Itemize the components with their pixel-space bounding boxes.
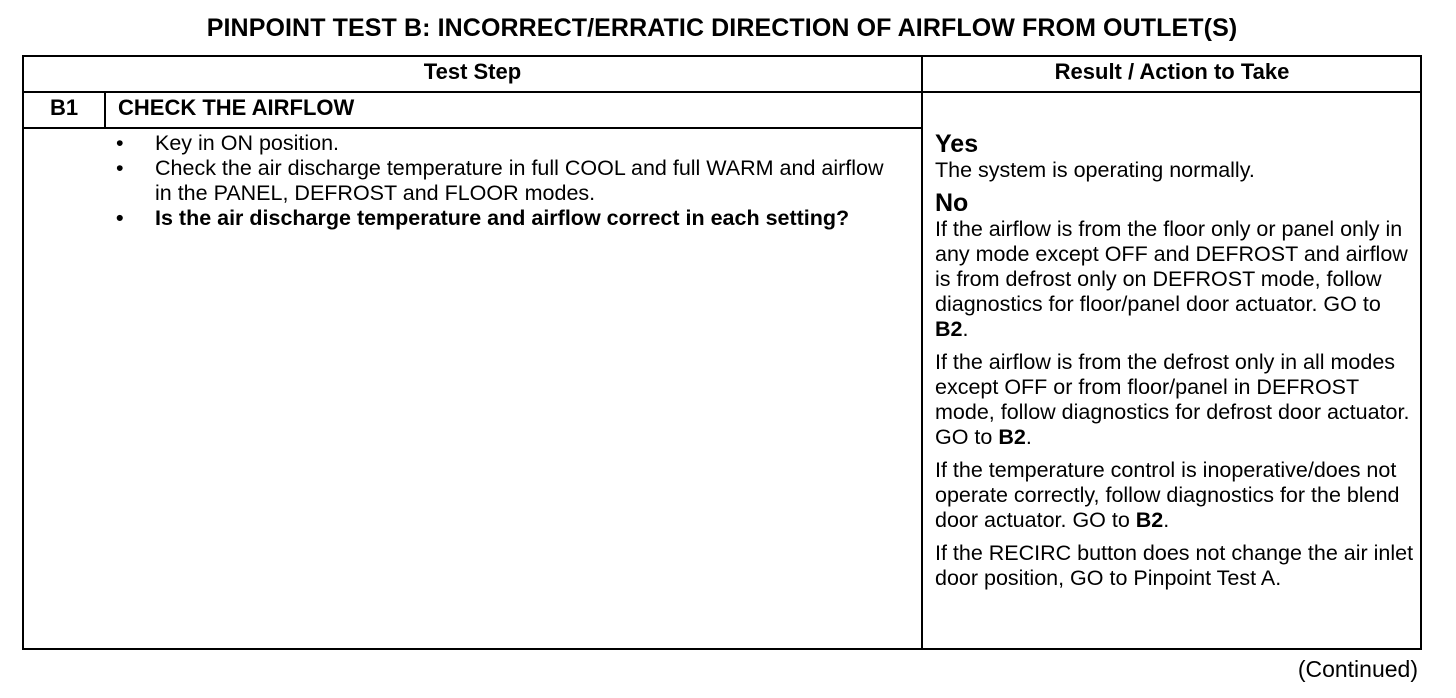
column-divider	[921, 56, 923, 649]
continued-note: (Continued)	[1297, 656, 1418, 682]
header-test-step: Test Step	[423, 59, 522, 84]
bullet-icon: •	[116, 156, 124, 180]
bullet-icon: •	[116, 206, 124, 230]
step-question: • Is the air discharge temperature and airflow correct in each setting?	[116, 206, 850, 230]
no-action-floor-panel: If the airflow is from the floor only or panel only in any mode except OFF and DEFROST and airflow is from defrost only on DEFROST mode, follow diagnostics for floor/panel door actuator. GO to B2.	[935, 217, 1408, 341]
no-label: No	[935, 189, 969, 217]
step-title: CHECK THE AIRFLOW	[118, 95, 355, 120]
step-bullet: • Key in ON position.	[116, 131, 340, 155]
no-action-defrost: If the airflow is from the defrost only in all modes except OFF or from floor/panel in DEFROST mode, follow diagnostics for defrost door actuator. GO to B2.	[935, 350, 1410, 449]
no-action-blend-door: If the temperature control is inoperative/does not operate correctly, follow diagnostics for the blend door actuator. GO to B2.	[935, 458, 1400, 532]
yes-text: The system is operating normally.	[935, 158, 1255, 182]
bullet-icon: •	[116, 131, 124, 155]
result-yes	[935, 131, 1419, 183]
step-bullet-list	[112, 131, 902, 231]
step-id-divider	[104, 92, 106, 128]
step-row-divider	[23, 127, 922, 129]
step-id: B1	[49, 95, 79, 120]
header-result-action: Result / Action to Take	[1054, 59, 1290, 84]
page-title: PINPOINT TEST B: INCORRECT/ERRATIC DIRECTION OF AIRFLOW FROM OUTLET(S)	[206, 14, 1238, 42]
step-bullet: • Check the air discharge temperature in full COOL and full WARM and airflow in the PANEL, DEFROST and FLOOR modes.	[116, 156, 884, 205]
yes-label: Yes	[935, 130, 979, 158]
result-cell	[935, 131, 1419, 599]
no-action-recirc: If the RECIRC button does not change the air inlet door position, GO to Pinpoint Test A.	[935, 541, 1414, 590]
header-divider	[23, 91, 1421, 93]
